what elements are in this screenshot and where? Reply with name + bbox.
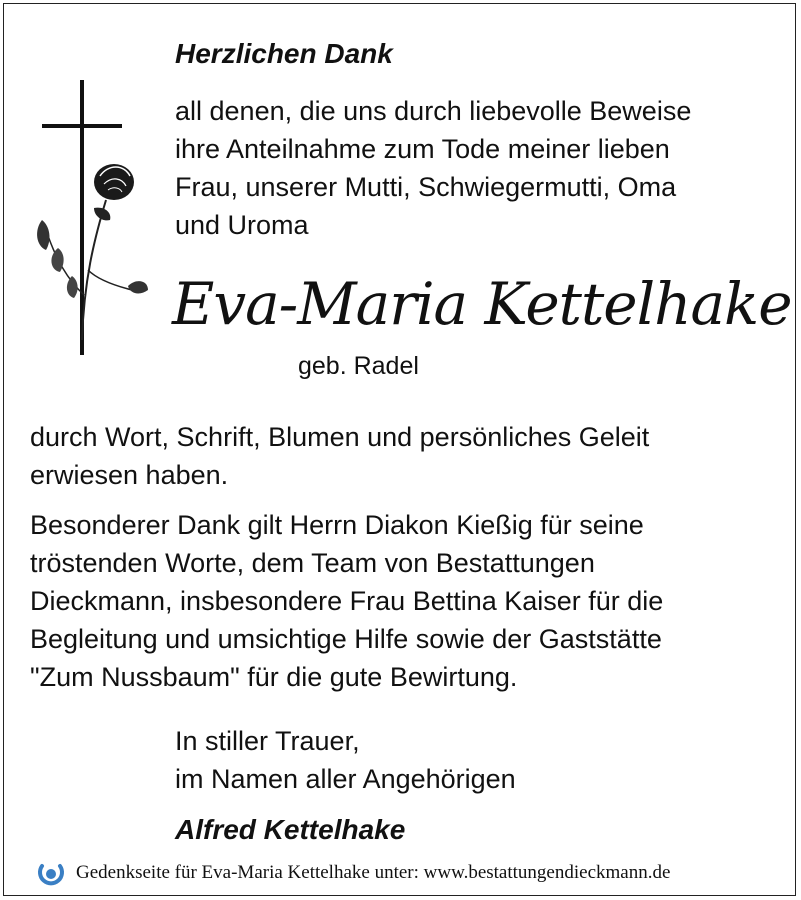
intro-line: ihre Anteilnahme zum Tode meiner lieben bbox=[175, 134, 670, 164]
intro-line: und Uroma bbox=[175, 210, 309, 240]
footer-link-text[interactable]: Gedenkseite für Eva-Maria Kettelhake unter: www.bestattungendieckmann.de bbox=[76, 862, 671, 883]
closing-text bbox=[175, 722, 516, 798]
intro-text bbox=[175, 92, 691, 244]
closing-line: im Namen aller Angehörigen bbox=[175, 764, 516, 794]
paragraph-line: Besonderer Dank gilt Herrn Diakon Kießig für seine bbox=[30, 510, 644, 540]
notice-heading: Herzlichen Dank bbox=[175, 38, 393, 69]
intro-line: all denen, die uns durch liebevolle Beweise bbox=[175, 96, 692, 126]
paragraph-line: erwiesen haben. bbox=[30, 460, 229, 490]
thanks-paragraph-1 bbox=[30, 418, 649, 494]
paragraph-line: tröstenden Worte, dem Team von Bestattungen bbox=[30, 548, 595, 578]
paragraph-line: Begleitung und umsichtige Hilfe sowie der Gaststätte bbox=[30, 624, 662, 654]
intro-line: Frau, unserer Mutti, Schwiegermutti, Oma bbox=[175, 172, 677, 202]
thanks-paragraph-2 bbox=[30, 506, 663, 696]
memorial-logo-icon bbox=[36, 858, 66, 888]
paragraph-line: "Zum Nussbaum" für die gute Bewirtung. bbox=[30, 662, 518, 692]
signer-name: Alfred Kettelhake bbox=[175, 814, 406, 845]
paragraph-line: durch Wort, Schrift, Blumen und persönliches Geleit bbox=[30, 422, 650, 452]
paragraph-line: Dieckmann, insbesondere Frau Bettina Kaiser für die bbox=[30, 586, 664, 616]
cross-rose-icon bbox=[28, 80, 153, 355]
deceased-name: Eva-Maria Kettelhake bbox=[172, 270, 792, 338]
closing-line: In stiller Trauer, bbox=[175, 726, 360, 756]
footer bbox=[36, 856, 786, 890]
birth-name: geb. Radel bbox=[298, 352, 419, 380]
